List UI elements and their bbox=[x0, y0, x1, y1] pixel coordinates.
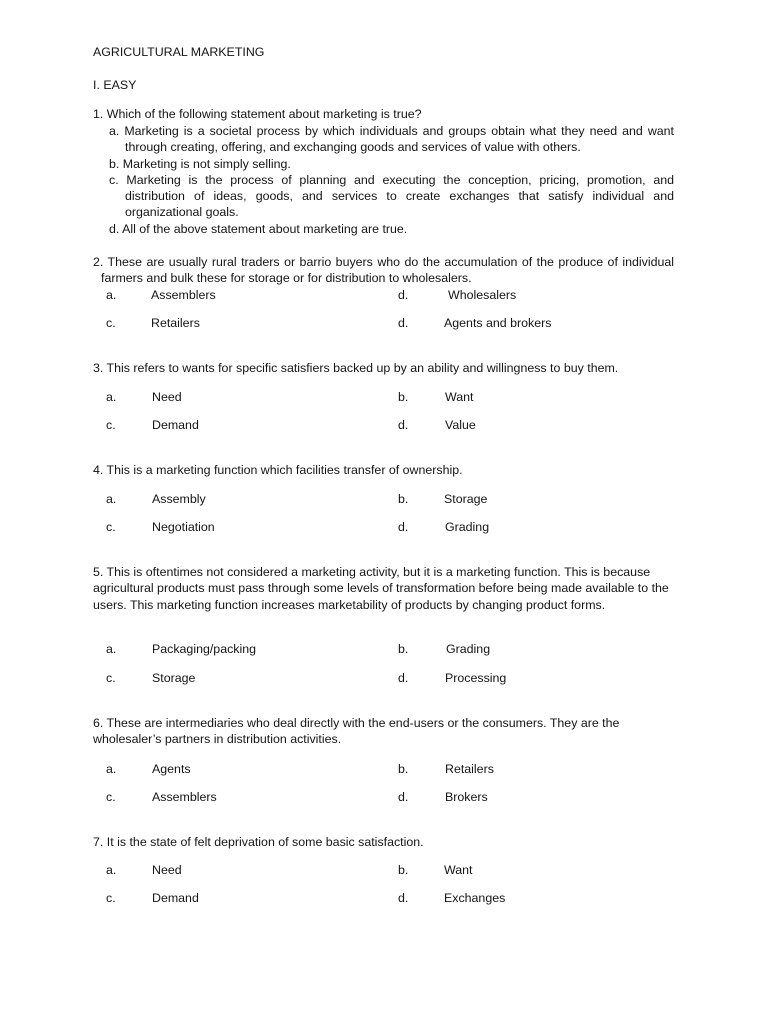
question-3-stem: 3. This refers to wants for specific satisfiers backed up by an ability and willingness to buy them. bbox=[93, 361, 619, 375]
question-7-option-letter: c. bbox=[106, 891, 116, 905]
question-1-choice-c: c. Marketing is the process of planning and executing the conception, pricing, promotion, and distribution of ideas, goods, and services to create exchanges that satisfy individual and organizational goals. bbox=[109, 172, 674, 220]
question-4-stem: 4. This is a marketing function which facilities transfer of ownership. bbox=[93, 463, 463, 477]
question-5-option-text: Packaging/packing bbox=[152, 642, 257, 656]
question-3-option-text: Demand bbox=[152, 418, 199, 432]
question-5-option-text: Processing bbox=[445, 671, 507, 685]
question-2-option-text: Agents and brokers bbox=[444, 316, 552, 330]
question-7-option-text: Exchanges bbox=[444, 891, 506, 905]
question-7-option-letter: a. bbox=[106, 863, 117, 877]
question-2-option-text: Assemblers bbox=[151, 288, 216, 302]
question-4-option-text: Grading bbox=[445, 520, 490, 534]
question-1-choice-d: d. All of the above statement about marketing are true. bbox=[109, 221, 408, 236]
question-2-stem: 2. These are usually rural traders or barrio buyers who do the accumulation of the produce of individual farmers and bulk these for storage or for distribution to wholesalers. bbox=[93, 255, 674, 286]
question-1-stem: 1. Which of the following statement about marketing is true? bbox=[93, 107, 422, 121]
question-6-option-text: Agents bbox=[152, 762, 191, 776]
question-3-option-letter: b. bbox=[398, 390, 409, 404]
question-5-option-text: Storage bbox=[152, 671, 196, 685]
section-heading: I. EASY bbox=[93, 78, 137, 92]
question-4-option-letter: c. bbox=[106, 520, 116, 534]
question-7-option-text: Need bbox=[152, 863, 182, 877]
question-1-choice-a: a. Marketing is a societal process by which individuals and groups obtain what they need and want through creating, offering, and exchanging goods and services of value with others. bbox=[109, 124, 674, 155]
question-5-option-text: Grading bbox=[446, 642, 491, 656]
question-5-option-letter: b. bbox=[398, 642, 409, 656]
question-6-option-letter: d. bbox=[398, 790, 409, 804]
question-5-stem: 5. This is oftentimes not considered a marketing activity, but it is a marketing function. This is because agricultural products must pass through some levels of transformation before being made available to the users. This marketing function increases marketability of products by changing product forms. bbox=[93, 565, 669, 612]
question-3-option-letter: c. bbox=[106, 418, 116, 432]
question-4-option-text: Storage bbox=[444, 492, 488, 506]
question-4-option-letter: d. bbox=[398, 520, 409, 534]
question-6-option-letter: a. bbox=[106, 762, 117, 776]
question-7-stem: 7. It is the state of felt deprivation of some basic satisfaction. bbox=[93, 835, 424, 849]
question-6-option-letter: b. bbox=[398, 762, 409, 776]
question-3-option-text: Want bbox=[445, 390, 474, 404]
question-6-option-letter: c. bbox=[106, 790, 116, 804]
question-2-option-letter: c. bbox=[106, 316, 116, 330]
question-7-option-text: Want bbox=[444, 863, 473, 877]
question-4-option-letter: b. bbox=[398, 492, 409, 506]
question-6-stem: 6. These are intermediaries who deal directly with the end-users or the consumers. They are the wholesaler’s partners in distribution activities. bbox=[93, 716, 620, 747]
question-1-choice-b: b. Marketing is not simply selling. bbox=[109, 156, 291, 171]
question-2-option-text: Retailers bbox=[151, 316, 200, 330]
question-6-option-text: Retailers bbox=[445, 762, 494, 776]
question-3-option-letter: d. bbox=[398, 418, 409, 432]
question-3-option-letter: a. bbox=[106, 390, 117, 404]
question-7-option-letter: b. bbox=[398, 863, 409, 877]
question-5-option-letter: d. bbox=[398, 671, 409, 685]
question-4-option-text: Assembly bbox=[152, 492, 206, 506]
question-2-option-letter: d. bbox=[398, 316, 409, 330]
question-3-option-text: Value bbox=[445, 418, 476, 432]
question-7-option-letter: d. bbox=[398, 891, 409, 905]
question-2-option-text: Wholesalers bbox=[448, 288, 517, 302]
question-6-option-text: Brokers bbox=[445, 790, 488, 804]
question-2-option-letter: d. bbox=[398, 288, 409, 302]
document-title: AGRICULTURAL MARKETING bbox=[93, 45, 265, 59]
question-7-option-text: Demand bbox=[152, 891, 199, 905]
question-6-option-text: Assemblers bbox=[152, 790, 217, 804]
question-1-choices bbox=[109, 123, 674, 237]
question-5-option-letter: c. bbox=[106, 671, 116, 685]
question-4-option-letter: a. bbox=[106, 492, 117, 506]
question-3-option-text: Need bbox=[152, 390, 182, 404]
question-2-option-letter: a. bbox=[106, 288, 117, 302]
question-4-option-text: Negotiation bbox=[152, 520, 215, 534]
question-5-option-letter: a. bbox=[106, 642, 117, 656]
